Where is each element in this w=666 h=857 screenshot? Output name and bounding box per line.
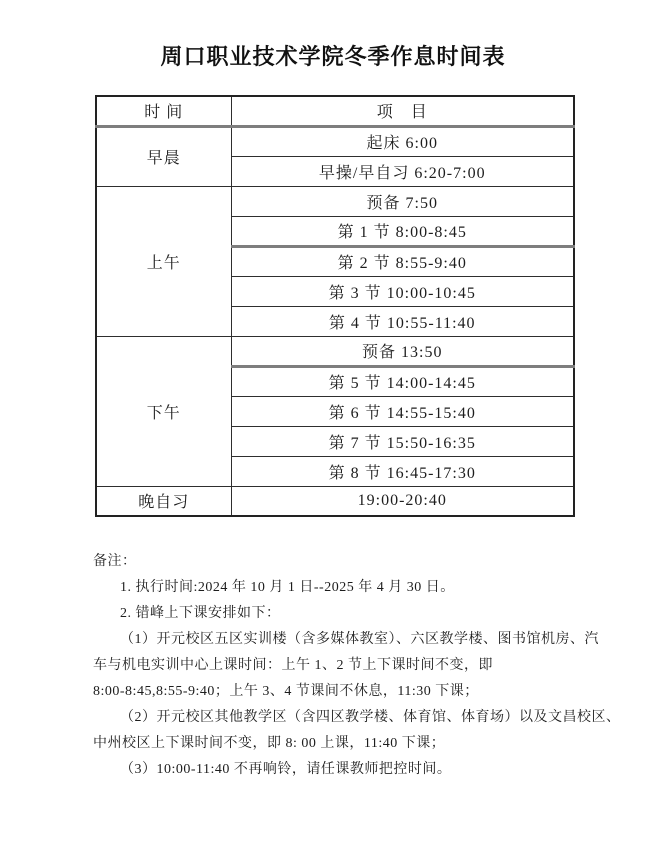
schedule-item-cell: 预备 7:50 [231, 186, 574, 216]
schedule-table [95, 95, 575, 517]
note-line: 8:00-8:45,8:55-9:40；上午 3、4 节课间不休息，11:30 下课； [93, 684, 479, 699]
note-line: （2）开元校区其他教学区（含四区教学楼、体育馆、体育场）以及文昌校区、 [120, 710, 621, 725]
notes-label: 备注： [93, 554, 137, 569]
table-row [96, 336, 574, 366]
schedule-item-cell: 第 6 节 14:55-15:40 [231, 396, 574, 426]
schedule-item-cell: 第 7 节 15:50-16:35 [231, 426, 574, 456]
time-period-cell-evening: 晚自习 [96, 486, 231, 516]
time-period-cell-morning: 早晨 [96, 126, 231, 186]
note-line: （3）10:00-11:40 不再响铃，请任课教师把控时间。 [120, 762, 452, 777]
schedule-item-cell: 第 5 节 14:00-14:45 [231, 366, 574, 396]
note-line: 2. 错峰上下课安排如下： [120, 606, 281, 621]
table-row [96, 486, 574, 516]
notes-section [93, 549, 621, 783]
item-column-header: 项 目 [231, 96, 574, 126]
schedule-item-cell: 19:00-20:40 [231, 486, 574, 516]
schedule-item-cell: 起床 6:00 [231, 126, 574, 156]
time-column-header: 时 间 [96, 96, 231, 126]
time-period-cell-afternoon: 下午 [96, 336, 231, 486]
table-header-row [96, 96, 574, 126]
table-row [96, 126, 574, 156]
note-line: 1. 执行时间:2024 年 10 月 1 日--2025 年 4 月 30 日。 [120, 580, 455, 595]
time-period-cell-forenoon: 上午 [96, 186, 231, 336]
schedule-item-cell: 第 8 节 16:45-17:30 [231, 456, 574, 486]
schedule-item-cell: 第 4 节 10:55-11:40 [231, 306, 574, 336]
page-title: 周口职业技术学院冬季作息时间表 [160, 44, 506, 69]
note-line: 中州校区上下课时间不变，即 8: 00 上课，11:40 下课； [93, 736, 446, 751]
schedule-item-cell: 早操/早自习 6:20-7:00 [231, 156, 574, 186]
schedule-item-cell: 预备 13:50 [231, 336, 574, 366]
schedule-item-cell: 第 2 节 8:55-9:40 [231, 246, 574, 276]
table-row [96, 186, 574, 216]
schedule-item-cell: 第 1 节 8:00-8:45 [231, 216, 574, 246]
note-line: 车与机电实训中心上课时间：上午 1、2 节上下课时间不变，即 [93, 658, 493, 673]
note-line: （1）开元校区五区实训楼（含多媒体教室）、六区教学楼、图书馆机房、汽 [120, 632, 599, 647]
schedule-item-cell: 第 3 节 10:00-10:45 [231, 276, 574, 306]
